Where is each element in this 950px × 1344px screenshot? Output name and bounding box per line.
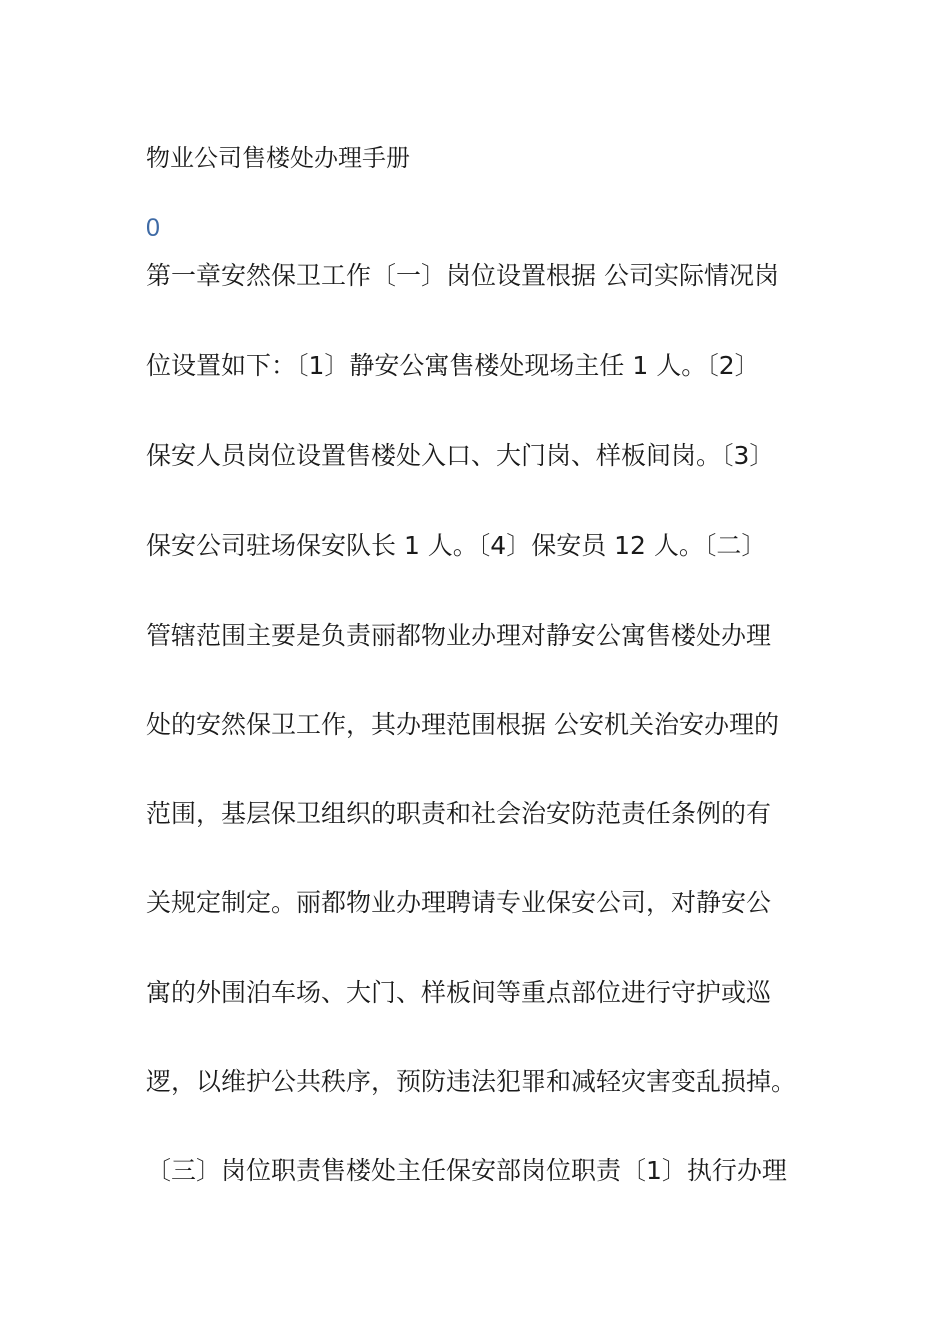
body-line-1: 第一章安然保卫工作〔一〕岗位设置根据 公司实际情况岗 xyxy=(146,261,779,290)
body-line-9: 寓的外围泊车场、大门、样板间等重点部位进行守护或巡 xyxy=(146,978,772,1007)
section-marker: 0 xyxy=(146,214,160,242)
body-line-4: 保安公司驻场保安队长 1 人。〔4〕保安员 12 人。〔二〕 xyxy=(146,531,767,560)
body-line-8: 关规定制定。丽都物业办理聘请专业保安公司，对静安公 xyxy=(146,888,772,917)
document-title: 物业公司售楼处办理手册 xyxy=(146,144,410,172)
body-line-11: 〔三〕岗位职责售楼处主任保安部岗位职责〔1〕执行办理 xyxy=(146,1156,787,1185)
body-line-2: 位设置如下：〔1〕静安公寓售楼处现场主任 1 人。〔2〕 xyxy=(146,351,760,380)
body-line-6: 处的安然保卫工作，其办理范围根据 公安机关治安办理的 xyxy=(146,710,779,739)
body-line-7: 范围，基层保卫组织的职责和社会治安防范责任条例的有 xyxy=(146,799,772,828)
body-line-10: 逻，以维护公共秩序，预防违法犯罪和减轻灾害变乱损掉。 xyxy=(146,1067,797,1096)
body-line-3: 保安人员岗位设置售楼处入口、大门岗、样板间岗。〔3〕 xyxy=(146,441,775,470)
body-line-5: 管辖范围主要是负责丽都物业办理对静安公寓售楼处办理 xyxy=(146,621,772,650)
